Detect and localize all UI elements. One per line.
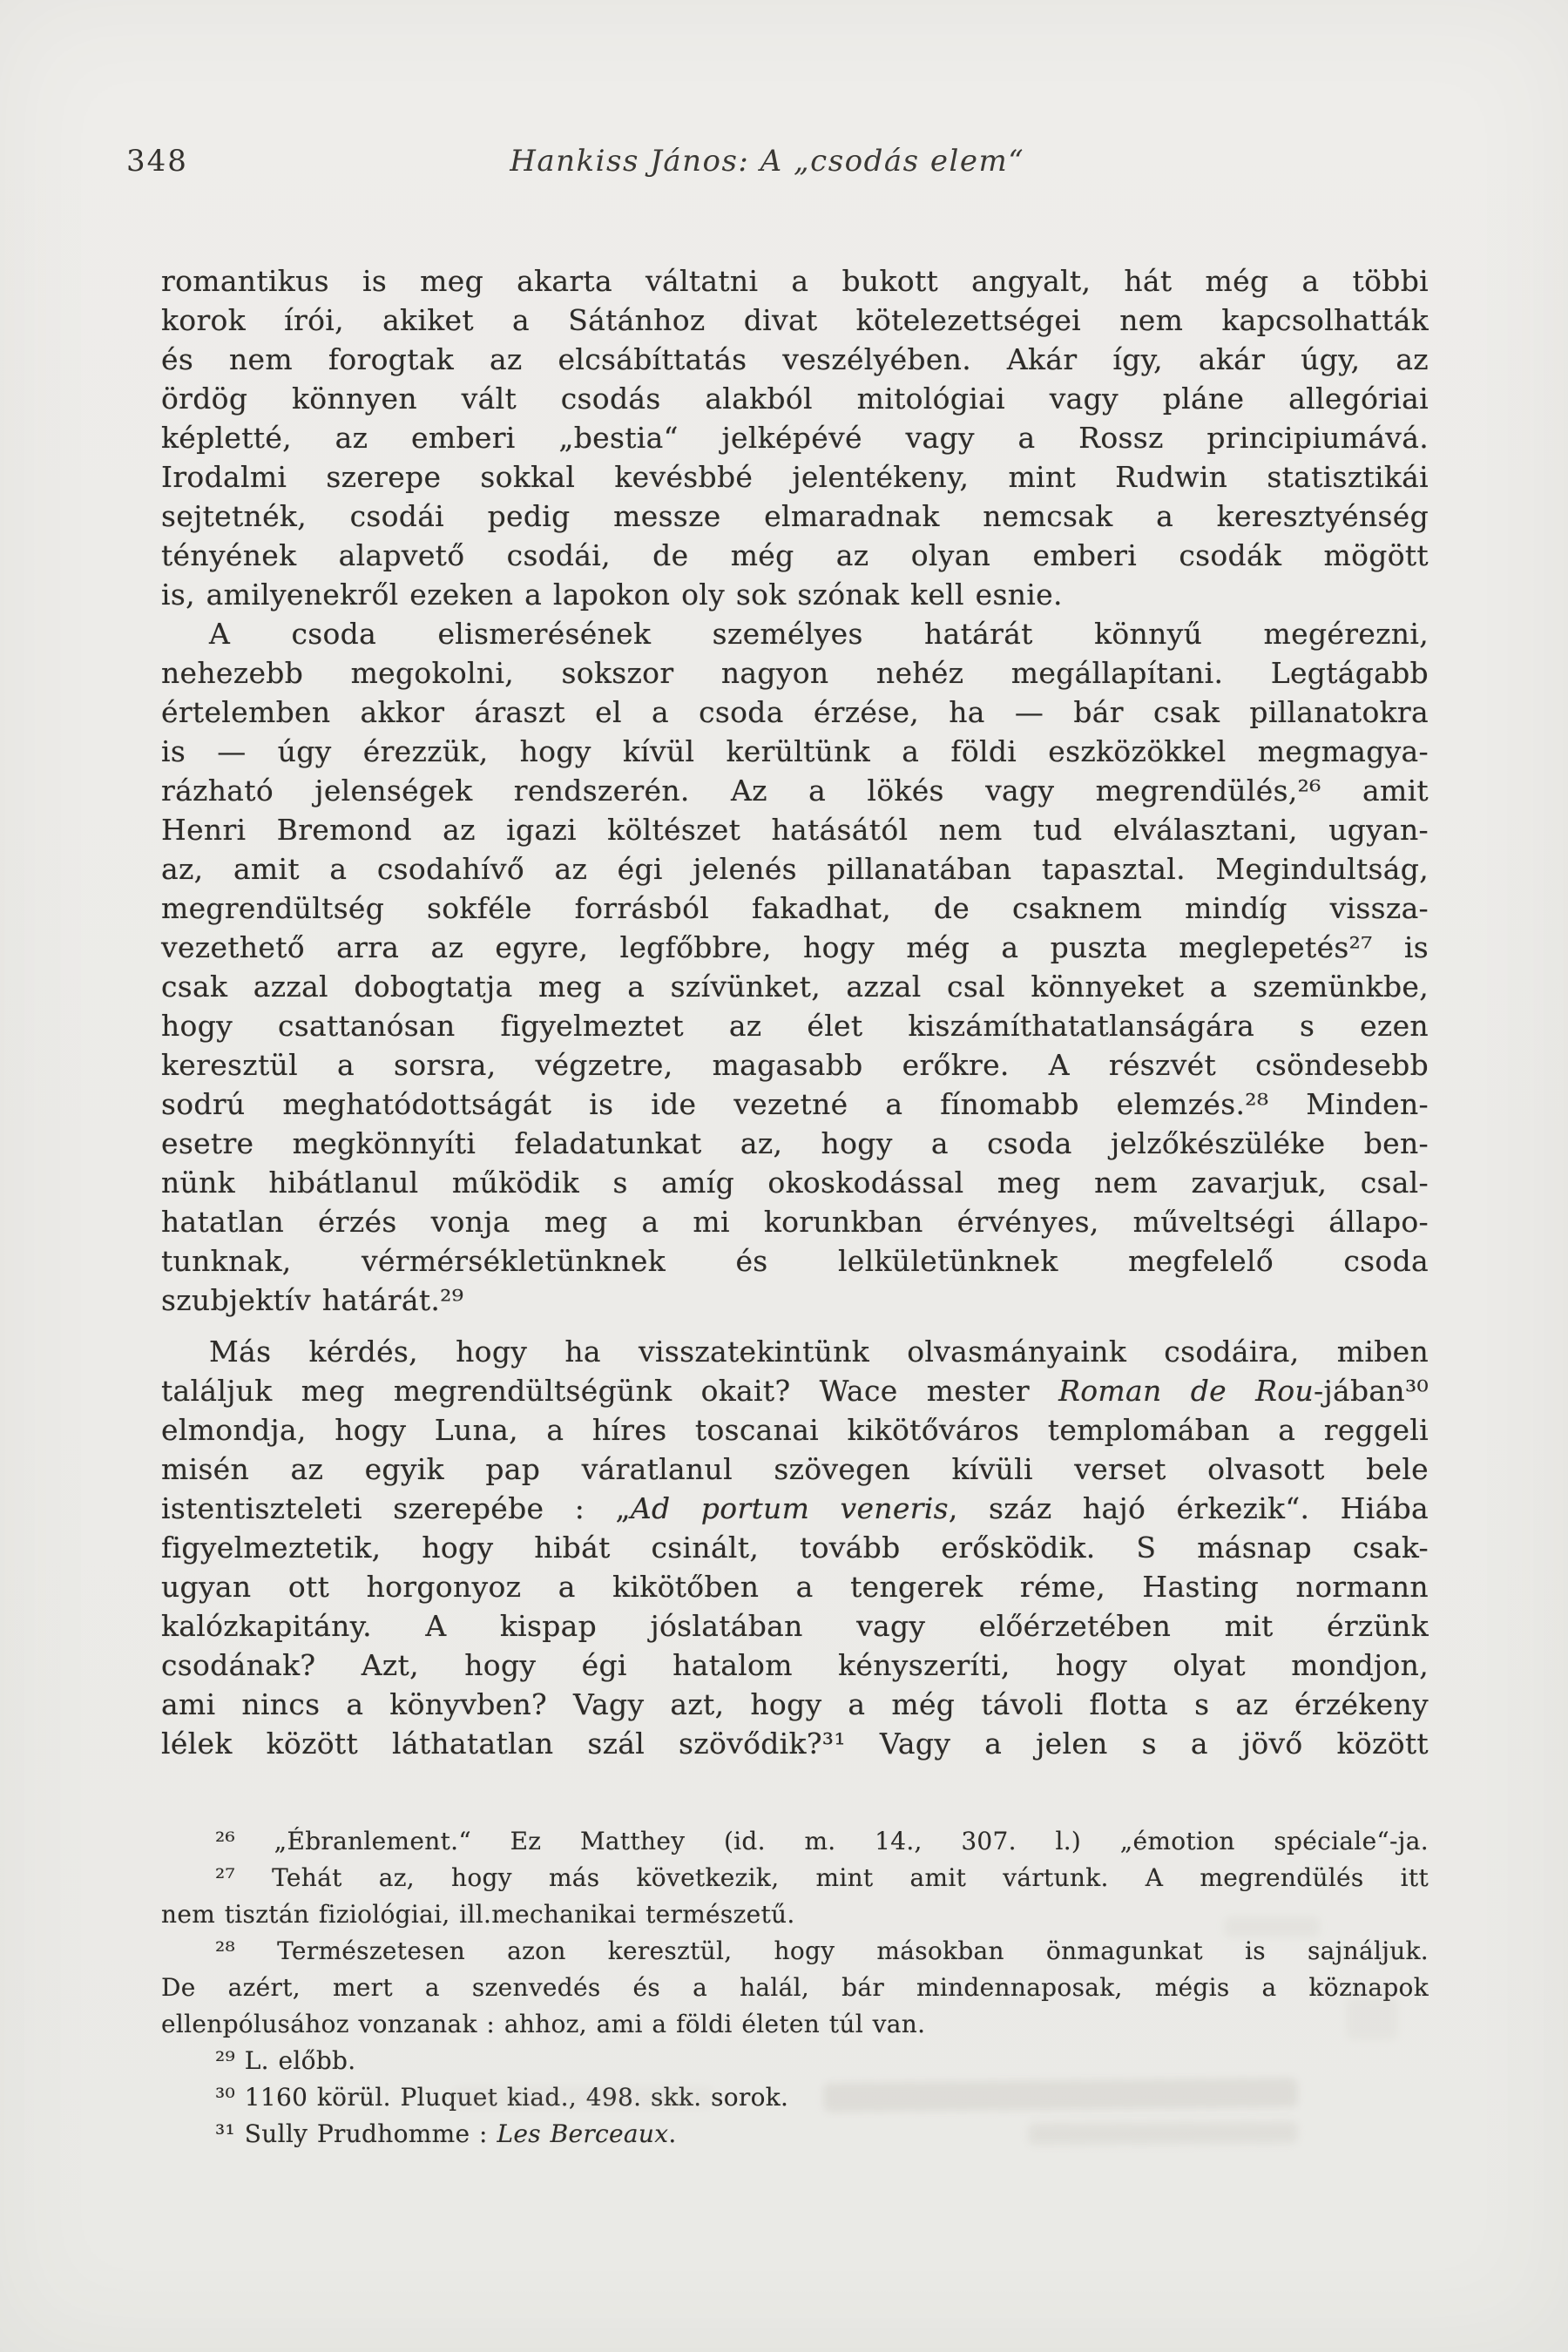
- text-line: Más kérdés, hogy ha visszatekintünk olvasmányaink csodáira, miben: [209, 1335, 1429, 1369]
- text-line: ²⁶ „Ébranlement.“ Ez Matthey (id. m. 14., 307. l.) „émotion spéciale“-ja.: [215, 1827, 1429, 1855]
- text-line: istentiszteleti szerepébe : „Ad portum veneris, száz hajó érkezik“. Hiába: [161, 1491, 1429, 1525]
- page-number: 348: [126, 144, 188, 179]
- footnote: [161, 1933, 1429, 2043]
- text-line: ami nincs a könyvben? Vagy azt, hogy a még távoli flotta s az érzékeny: [161, 1687, 1429, 1721]
- text-line: képletté, az emberi „bestia“ jelképévé vagy a Rossz principiumává.: [161, 421, 1429, 455]
- text-line: korok írói, akiket a Sátánhoz divat kötelezettségei nem kapcsolhatták: [161, 303, 1429, 337]
- footnote: [161, 2079, 1429, 2116]
- text-line: nünk hibátlanul működik s amíg okoskodással meg nem zavarjuk, csal-: [161, 1166, 1429, 1200]
- text-line: szubjektív határát.²⁹: [161, 1283, 464, 1317]
- text-line: ²⁸ Természetesen azon keresztül, hogy másokban önmagunkat is sajnáljuk.: [215, 1936, 1429, 1965]
- text-line: hatatlan érzés vonja meg a mi korunkban érvényes, műveltségi állapo-: [161, 1205, 1429, 1239]
- text-line: nem tisztán fiziológiai, ill.mechanikai természetű.: [161, 1900, 795, 1929]
- text-line: lélek között láthatatlan szál szövődik?³¹ Vagy a jelen s a jövő között: [161, 1727, 1429, 1761]
- page-header: [126, 144, 1429, 187]
- text-line: csodának? Azt, hogy égi hatalom kényszeríti, hogy olyat mondjon,: [161, 1648, 1429, 1682]
- text-line: értelemben akkor áraszt el a csoda érzése, ha — bár csak pillanatokra: [161, 695, 1429, 729]
- text-line: találjuk meg megrendültségünk okait? Wace mester Roman de Rou-jában³⁰: [161, 1374, 1429, 1408]
- text-line: elmondja, hogy Luna, a híres toscanai kikötőváros templomában a reggeli: [161, 1413, 1429, 1447]
- text-line: romantikus is meg akarta váltatni a bukott angyalt, hát még a többi: [161, 264, 1429, 298]
- text-line: keresztül a sorsra, végzetre, magasabb erőkre. A részvét csöndesebb: [161, 1048, 1429, 1082]
- footnote: [161, 1860, 1429, 1933]
- text-line: sejtetnék, csodái pedig messze elmaradnak nemcsak a keresztyénség: [161, 499, 1429, 533]
- text-line: tunknak, vérmérsékletünknek és lelkületünknek megfelelő csoda: [161, 1244, 1429, 1278]
- text-line: figyelmeztetik, hogy hibát csinált, tovább erősködik. S másnap csak-: [161, 1531, 1429, 1565]
- text-line: megrendültség sokféle forrásból fakadhat, de csaknem mindíg vissza-: [161, 891, 1429, 925]
- text-line: kalózkapitány. A kispap jóslatában vagy előérzetében mit érzünk: [161, 1609, 1429, 1643]
- text-line: és nem forogtak az elcsábíttatás veszélyében. Akár így, akár úgy, az: [161, 342, 1429, 376]
- body-paragraph: [161, 261, 1429, 614]
- text-line: rázható jelenségek rendszerén. Az a lökés vagy megrendülés,²⁶ amit: [161, 774, 1429, 808]
- text-line: vezethető arra az egyre, legfőbbre, hogy még a puszta meglepetés²⁷ is: [161, 930, 1429, 964]
- body-paragraph: [161, 1332, 1429, 1763]
- text-line: ellenpólusához vonzanak : ahhoz, ami a földi életen túl van.: [161, 2010, 926, 2038]
- text-line: ²⁹ L. előbb.: [215, 2046, 356, 2075]
- text-line: De azért, mert a szenvedés és a halál, bár mindennaposak, mégis a köznapok: [161, 1973, 1429, 2002]
- footnote: [161, 2116, 1429, 2153]
- text-line: tényének alapvető csodái, de még az olyan emberi csodák mögött: [161, 538, 1429, 572]
- text-line: esetre megkönnyíti feladatunkat az, hogy a csoda jelzőkészüléke ben-: [161, 1126, 1429, 1160]
- text-line: misén az egyik pap váratlanul szövegen kívüli verset olvasott bele: [161, 1452, 1429, 1486]
- text-line: nehezebb megokolni, sokszor nagyon nehéz megállapítani. Legtágabb: [161, 656, 1429, 690]
- text-line: csak azzal dobogtatja meg a szívünket, azzal csal könnyeket a szemünkbe,: [161, 970, 1429, 1004]
- text-line: Irodalmi szerepe sokkal kevésbbé jelentékeny, mint Rudwin statisztikái: [161, 460, 1429, 494]
- text-line: sodrú meghatódottságát is ide vezetné a fínomabb elemzés.²⁸ Minden-: [161, 1087, 1429, 1121]
- text-line: ördög könnyen vált csodás alakból mitológiai vagy pláne allegóriai: [161, 382, 1429, 416]
- footnote: [161, 2043, 1429, 2079]
- text-line: ugyan ott horgonyoz a kikötőben a tengerek réme, Hasting normann: [161, 1570, 1429, 1604]
- text-line: is — úgy érezzük, hogy kívül kerültünk a földi eszközökkel megmagya-: [161, 734, 1429, 768]
- footnote: [161, 1823, 1429, 1860]
- text-line: A csoda elismerésének személyes határát könnyű megérezni,: [209, 617, 1429, 651]
- text-line: az, amit a csodahívő az égi jelenés pillanatában tapasztal. Megindultság,: [161, 852, 1429, 886]
- text-line: ³⁰ 1160 körül. Pluquet kiad., 498. skk. sorok.: [215, 2083, 789, 2112]
- text-line: hogy csattanósan figyelmeztet az élet kiszámíthatatlanságára s ezen: [161, 1009, 1429, 1043]
- text-line: Henri Bremond az igazi költészet hatásától nem tud elválasztani, ugyan-: [161, 813, 1429, 847]
- body-text: [161, 261, 1429, 1763]
- body-paragraph: [161, 614, 1429, 1320]
- text-line: is, amilyenekről ezeken a lapokon oly sok szónak kell esnie.: [161, 578, 1063, 612]
- footnotes: [161, 1823, 1429, 2153]
- text-line: ³¹ Sully Prudhomme : Les Berceaux.: [215, 2119, 677, 2148]
- text-line: ²⁷ Tehát az, hogy más következik, mint amit vártunk. A megrendülés itt: [215, 1863, 1429, 1892]
- running-title: Hankiss János: A „csodás elem“: [510, 144, 1025, 179]
